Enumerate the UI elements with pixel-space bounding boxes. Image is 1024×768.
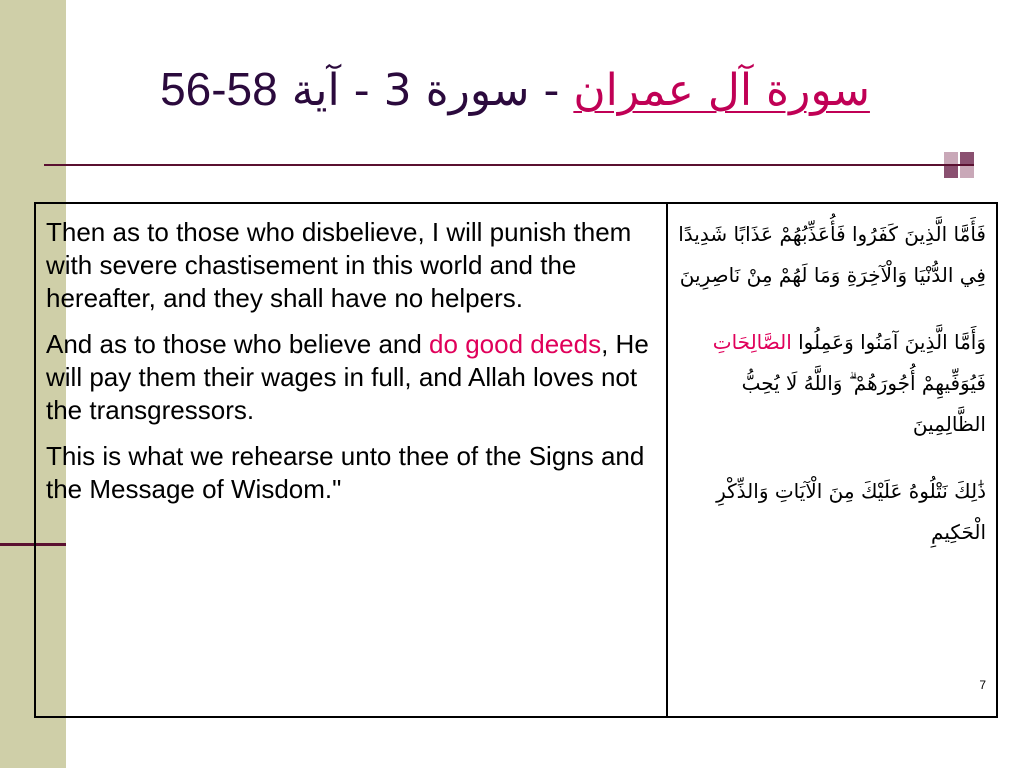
highlight-salihat: الصَّالِحَاتِ	[712, 330, 792, 354]
english-verse-58: This is what we rehearse unto thee of the Signs and the Message of Wisdom."	[46, 441, 645, 504]
english-verse-57: And as to those who believe and do good deeds, He will pay them their wages in full, and Allah loves not the transgressors.	[46, 329, 649, 425]
title-verse-range: 56-58	[160, 63, 278, 115]
title-divider	[44, 164, 974, 166]
verse-table	[34, 202, 998, 718]
arabic-verse-57: وَأَمَّا الَّذِينَ آمَنُوا وَعَمِلُوا الصَّالِحَاتِ فَيُوَفِّيهِمْ أُجُورَهُمْ ۗ وَاللَّهُ لَا يُحِبُّ الظَّالِمِينَ	[712, 330, 986, 436]
slide-title	[80, 62, 950, 116]
corner-squares-icon	[944, 152, 974, 178]
english-verse-56: Then as to those who disbelieve, I will punish them with severe chastisement in this world and the hereafter, and they shall have no helpers.	[46, 217, 632, 313]
page-number: 7	[979, 678, 986, 692]
english-translation-column	[36, 204, 668, 716]
surah-link[interactable]: سورة آل عمران	[573, 65, 870, 116]
arabic-verse-56: فَأَمَّا الَّذِينَ كَفَرُوا فَأُعَذِّبُهُمْ عَذَابًا شَدِيدًا فِي الدُّنْيَا وَالْآخِرَةِ وَمَا لَهُمْ مِنْ نَاصِرِينَ	[678, 222, 986, 287]
title-surah-number: - سورة 3 - آية	[277, 65, 574, 116]
arabic-verse-58: ذَٰلِكَ نَتْلُوهُ عَلَيْكَ مِنَ الْآيَاتِ وَالذِّكْرِ الْحَكِيمِ	[716, 479, 986, 544]
highlight-good-deeds: do good deeds	[429, 329, 602, 359]
arabic-text-column	[668, 204, 996, 716]
